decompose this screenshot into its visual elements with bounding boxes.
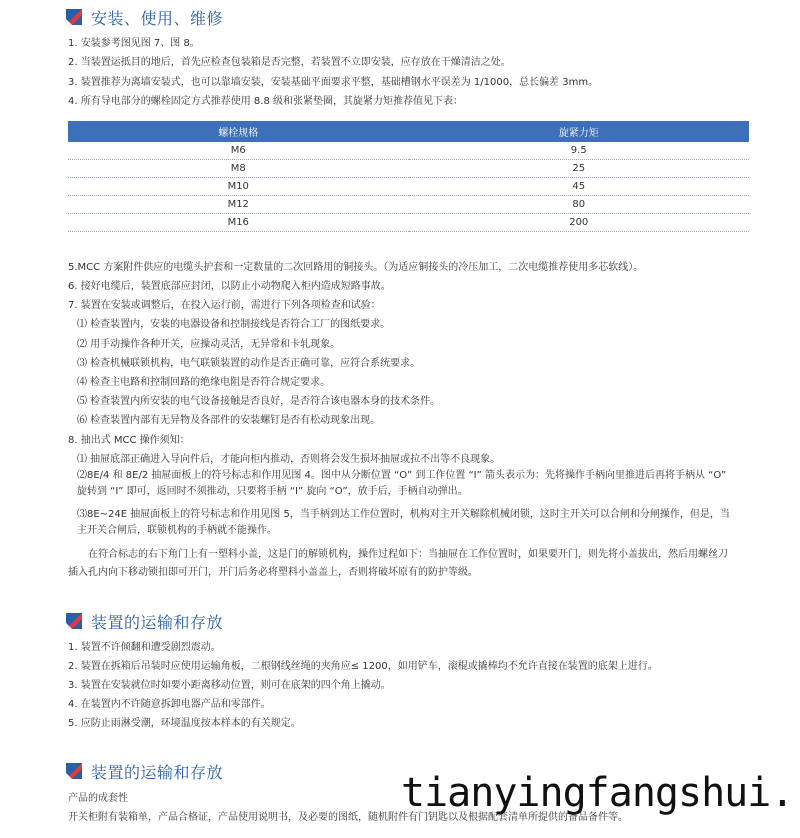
flag-icon bbox=[66, 613, 82, 629]
op-item-2: ⑵8E/4 和 8E/2 抽屉面板上的符号标志和作用见图 4。图中从分断位置 “O” 到工作位置 “I” 箭头表示为：先将操作手柄向里推进后再将手柄从 “O” 旋转到 “I” 即可，返回时不须推动，只要将手柄 “I” 旋向 “O”，放手后，手柄自动弹出。 bbox=[77, 470, 727, 497]
check-item-3: ⑶ 检查机械联锁机构，电气联锁装置的动作是否正确可靠，应符合系统要求。 bbox=[77, 358, 421, 369]
check-item-2: ⑵ 用手动操作各种开关，应操动灵活，无异常和卡轧现象。 bbox=[77, 339, 341, 350]
transport-item-1: 1. 装置不许倾翻和遭受剧烈震动。 bbox=[68, 642, 221, 653]
bolt-torque-table bbox=[68, 121, 749, 232]
transport-item-5: 5. 应防止雨淋受潮，环境温度按本样本的有关规定。 bbox=[68, 718, 301, 729]
table-cell: 80 bbox=[409, 196, 750, 214]
table-cell: M10 bbox=[68, 178, 409, 196]
install-item-1: 1. 安装参考图见图 7、图 8。 bbox=[68, 38, 200, 49]
op-item-1: ⑴ 抽屉底部正确进入导向件后，才能向柜内推动，否则将会发生损坏抽屉或拉不出等不良现象。 bbox=[77, 454, 501, 465]
check-item-6: ⑹ 检查装置内部有无异物及各部件的安装螺钉是否有松动现象出现。 bbox=[77, 415, 381, 426]
transport-item-3: 3. 装置在安装就位时如要小距离移动位置，则可在底架的四个角上撬动。 bbox=[68, 680, 391, 691]
table-row bbox=[68, 214, 749, 232]
table-header-bolt-spec: 螺栓规格 bbox=[68, 121, 409, 142]
check-item-4: ⑷ 检查主电路和控制回路的绝缘电阻是否符合规定要求。 bbox=[77, 377, 331, 388]
table-cell: 200 bbox=[409, 214, 750, 232]
table-row bbox=[68, 142, 749, 160]
table-header-torque: 旋紧力矩 bbox=[409, 121, 750, 142]
table-header-row bbox=[68, 121, 749, 142]
section-title-completeness bbox=[66, 759, 223, 783]
section-title-label: 安装、使用、维修 bbox=[91, 8, 224, 28]
install-item-7: 7. 装置在安装或调整后，在投入运行前，需进行下列各项检查和试验： bbox=[68, 300, 381, 311]
completeness-text: 开关柜附有装箱单，产品合格证，产品使用说明书，及必要的图纸，随机附件有门钥匙以及根据配套清单所提供的备品备件等。 bbox=[68, 812, 628, 823]
install-item-2: 2. 当装置运抵目的地后，首先应检查包装箱是否完整，若装置不立即安装，应存放在干燥清洁之处。 bbox=[68, 57, 511, 68]
install-item-8: 8. 抽出式 MCC 操作须知： bbox=[68, 435, 190, 446]
flag-icon bbox=[66, 9, 82, 25]
table-cell: M16 bbox=[68, 214, 409, 232]
table-row bbox=[68, 178, 749, 196]
table-row bbox=[68, 196, 749, 214]
table-cell: 9.5 bbox=[409, 142, 750, 160]
table-cell: 45 bbox=[409, 178, 750, 196]
table-row bbox=[68, 160, 749, 178]
table-cell: M8 bbox=[68, 160, 409, 178]
transport-item-4: 4. 在装置内不许随意拆卸电器产品和零部件。 bbox=[68, 699, 271, 710]
install-item-4: 4. 所有导电部分的螺栓固定方式推荐使用 8.8 级和张紧垫圈，其旋紧力矩推荐值见下表： bbox=[68, 96, 463, 107]
lock-note: 在符合标志的右下角门上有一塑料小盖，这是门的解锁机构，操作过程如下：当抽屉在工作位置时，如果要开门，则先将小盖拔出，然后用螺丝刀插入孔内向下移动锁扣即可开门，开门后务必将塑料小盖盖上，否则将破坏原有的防护等级。 bbox=[68, 549, 728, 578]
check-item-5: ⑸ 检查装置内所安装的电气设备接触是否良好，是否符合该电器本身的技术条件。 bbox=[77, 396, 441, 407]
section-title-transport bbox=[66, 609, 223, 633]
section-title-label: 装置的运输和存放 bbox=[91, 762, 224, 782]
install-item-6: 6. 接好电缆后，装置底部应封闭，以防止小动物爬入柜内造成短路事故。 bbox=[68, 281, 391, 292]
section-title-label: 装置的运输和存放 bbox=[91, 612, 224, 632]
section-title-install bbox=[66, 5, 223, 29]
table-cell: M6 bbox=[68, 142, 409, 160]
completeness-subtitle: 产品的成套性 bbox=[68, 793, 128, 804]
watermark: tianyingfangshui. bbox=[401, 770, 794, 816]
install-item-3: 3. 装置推荐为离墙安装式，也可以靠墙安装，安装基础平面要求平整，基础槽钢水平误差为 1/1000，总长偏差 3mm。 bbox=[68, 77, 599, 88]
transport-item-2: 2. 装置在拆箱后吊装时应使用运输角板，二根钢线丝绳的夹角应≤ 1200，如用铲车，滚棍或撬棒均不允许直接在装置的底架上进行。 bbox=[68, 661, 658, 672]
table-cell: 25 bbox=[409, 160, 750, 178]
flag-icon bbox=[66, 763, 82, 779]
table-cell: M12 bbox=[68, 196, 409, 214]
op-item-3: ⑶8E~24E 抽屉面板上的符号标志和作用见图 5，当手柄到达工作位置时，机构对主开关解除机械闭锁，这时主开关可以合闸和分闸操作，但是，当主开关合闸后，联锁机构的手柄就不能操作。 bbox=[77, 509, 730, 536]
check-item-1: ⑴ 检查装置内，安装的电器设备和控制接线是否符合工厂的图纸要求。 bbox=[77, 319, 391, 330]
install-item-5: 5.MCC 方案附件供应的电缆头护套和一定数量的二次回路用的铜接头。（为适应铜接头的冷压加工，二次电缆推荐使用多芯软线）。 bbox=[68, 262, 644, 273]
